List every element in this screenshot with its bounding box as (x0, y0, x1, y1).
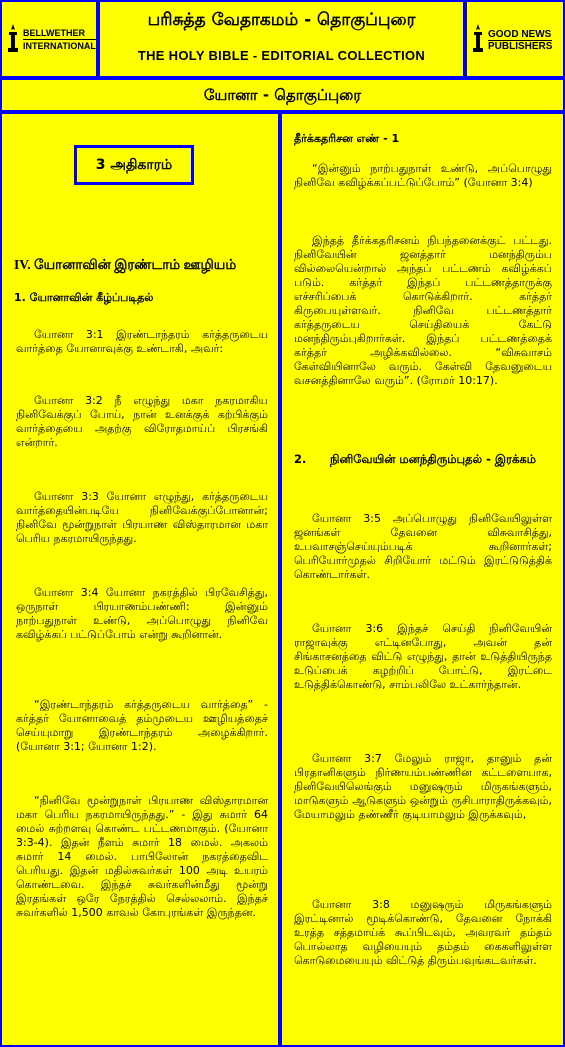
verse-3-6: யோனா 3:6 இந்தச் செய்தி நினிவேயின் ராஜாவுக்கு எட்டினபோது, அவன் தன் சிங்காசனத்தை விட்டு எழுந்து, தான் உடுத்தியிருந்த உடுப்பைக் கழற்றிப் போட்டு, இரட்டை உடுத்திக்கொண்டு, சாம்பலிலே உட்கார்ந்தான். (294, 622, 552, 691)
right-column (282, 114, 563, 1045)
logo-left-line2: INTERNATIONAL (23, 40, 96, 51)
verse-block (294, 622, 552, 692)
logo-left-line1: BELLWETHER (23, 27, 85, 38)
prophecy-quote: “இன்னும் நாற்பதுநாள் உண்டு, அப்பொழுது நினிவே கவிழ்க்கப்பட்டுப்போம்” (யோனா 3:4) (294, 162, 552, 189)
commentary-block (16, 698, 268, 754)
chapter-label: 3 அதிகாரம் (95, 157, 173, 173)
verse-3-5: யோனா 3:5 அப்பொழுது நினிவேயிலுள்ள ஜனங்கள் தேவனை விசுவாசித்து, உபவாசஞ்செய்யும்படிக் கூறினார்கள்; பெரியோர்முதல் சிறியோர் மட்டும் இரட்டுடுத்திக் கொண்டார்கள். (294, 512, 552, 581)
verse-3-1: யோனா 3:1 இரண்டாந்தரம் கர்த்தருடைய வார்த்தை யோனாவுக்கு உண்டாகி, அவர்: (16, 328, 268, 355)
prophecy-text: இந்தத் தீர்க்கதரிசனம் நிபந்தனைக்குட் பட்டது. நினிவேயின் ஜனத்தார் மனந்திரும்ப வில்லையென்றால் அந்தப் பட்டணம் கவிழ்க்கப் படும். கர்த்தர் இந்தப் பட்டணத்தாருக்கு எச்சரிப்பைக் கொடுக்கிறார். கர்த்தர் கிருபையுள்ளவர். நினிவே பட்டணத்தார் கர்த்தருடைய செய்தியைக் கேட்டு மனந்திரும்புகிறார்கள். இந்தப் பட்டணத்தைக் கர்த்தர் அழிக்கவில்லை. “விசுவாசம் கேள்வியினாலே வரும். கேள்வி தேவனுடைய வசனத்தினாலே வரும்”. (ரோமர் 10:17). (294, 234, 552, 387)
logo-left (2, 2, 96, 76)
verse-3-8: யோனா 3:8 மனுஷரும் மிருகங்களும் இரட்டினால் மூடிக்கொண்டு, தேவனை நோக்கி உரத்த சத்தமாய்க் கூப்பிடவும், அவரவர் தம்தம் பொல்லாத வழியையும் தம்தம் கைகளிலுள்ள கொடுமையையும் விட்டுத் திரும்பவுங்கடவர்கள். (294, 898, 552, 967)
subheading: 1. யோனாவின் கீழ்ப்படிதல் (14, 291, 154, 304)
logo-right (467, 2, 563, 76)
title-tamil: பரிசுத்த வேதாகமம் - தொகுப்புரை (147, 10, 416, 30)
section-2-number: 2. (294, 452, 307, 466)
subtitle-bar (2, 80, 563, 110)
header-title-box (100, 2, 463, 76)
section-2-title: நினிவேயின் மனந்திரும்புதல் - இரக்கம் (330, 452, 536, 466)
prophecy-quote-block (294, 162, 552, 190)
verse-block (16, 394, 268, 450)
chapter-box (74, 145, 194, 185)
verse-block (16, 586, 268, 642)
verse-block (294, 752, 552, 822)
prophecy-text-block (294, 234, 552, 388)
verse-block (294, 512, 552, 582)
verse-block (16, 328, 268, 356)
verse-block (16, 490, 268, 546)
prophecy-heading: தீர்க்கதரிசன எண் - 1 (294, 132, 400, 145)
lamp-icon (471, 22, 485, 56)
lamp-icon (6, 22, 20, 56)
subtitle: யோனா - தொகுப்புரை (203, 86, 362, 104)
commentary-block (16, 794, 268, 920)
logo-right-line1: GOOD NEWS (488, 28, 552, 40)
verse-block (294, 898, 552, 968)
verse-3-2: யோனா 3:2 நீ எழுந்து மகா நகரமாகிய நினிவேக்குப் போய், நான் உனக்குக் கற்பிக்கும் வார்த்தையை அதற்கு விரோதமாய்ப் பிரசங்கி என்றார். (16, 394, 268, 449)
commentary-second-call: “இரண்டாந்தரம் கர்த்தருடைய வார்த்தை” - கர்த்தர் யோனாவைத் தம்முடைய ஊழியத்தைச் செய்யுமாறு இரண்டாந்தரம் அழைக்கிறார். (யோனா 3:1; யோனா 1:2). (16, 698, 268, 753)
verse-3-7: யோனா 3:7 மேலும் ராஜா, தானும் தன் பிரதானிகளும் நிர்ணயம்பண்ணின கட்டளையாக, நினிவேயிலெங்கும் மனுஷரும் மிருகங்களும், மாடுகளும் ஆடுகளும் ஒன்றும் ருசிபாராதிருக்கவும், மேயாமலும் தண்ணீர் குடியாமலும் இருக்கவும், (294, 752, 552, 821)
verse-3-3: யோனா 3:3 யோனா எழுந்து, கர்த்தருடைய வார்த்தையின்படியே நினிவேக்குப்போனான்; நினிவே மூன்றுநாள் பிரயாண விஸ்தாரமான மகா பெரிய நகரமாயிருந்தது. (16, 490, 268, 545)
verse-3-4: யோனா 3:4 யோனா நகரத்தில் பிரவேசித்து, ஒருநாள் பிரயாணம்பண்ணி: இன்னும் நாற்பதுநாள் உண்டு, அப்பொழுது நினிவே கவிழ்க்கப் பட்டுப்போம் என்று கூறினான். (16, 586, 268, 641)
title-english: THE HOLY BIBLE - EDITORIAL COLLECTION (137, 48, 426, 63)
section-2-heading (294, 452, 552, 467)
logo-right-line2: PUBLISHERS (488, 40, 553, 52)
left-column (2, 114, 278, 1045)
commentary-nineveh: “நினிவே மூன்றுநாள் பிரயாண விஸ்தாரமான மகா பெரிய நகரமாயிருந்தது.” - இது சுமார் 64 மைல் சுற்றளவு கொண்ட பட்டணமாகும். (யோனா 3:3-4). இதன் நீளம் சுமார் 18 மைல். அகலம் சுமார் 14 மைல். பாபிலோன் நகரத்தைவிட பெரியது. இதன் மதில்சுவர்கள் 100 அடி உயரம் கொண்டவை. இந்தச் சுவர்களின்மீது மூன்று இரதங்கள் ஒரே நேரத்தில் செல்லலாம். இந்தச் சுவர்களில் 1,500 காவல் கோபுரங்கள் இருந்தன. (16, 794, 268, 919)
section-heading: IV. யோனாவின் இரண்டாம் ஊழியம் (14, 257, 237, 272)
